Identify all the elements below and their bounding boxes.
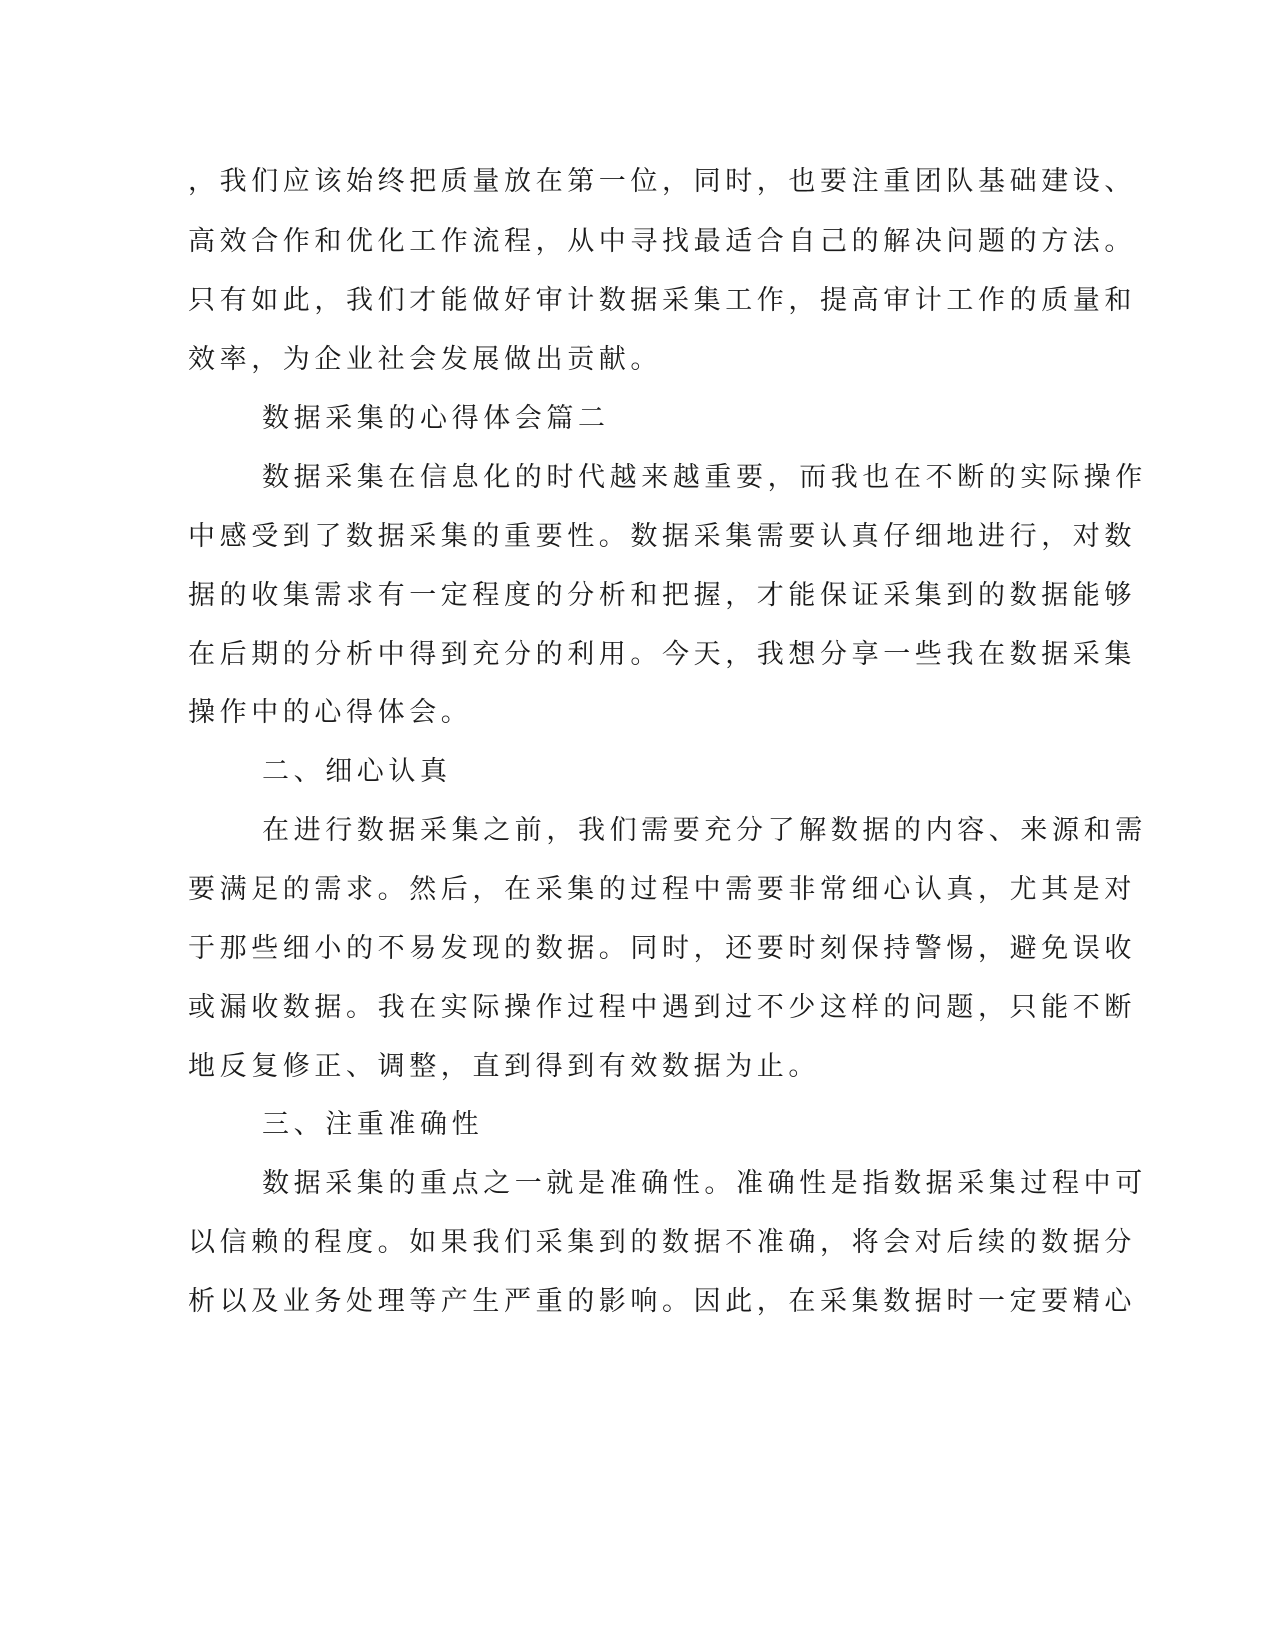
paragraph-line: ，我们应该始终把质量放在第一位，同时，也要注重团队基础建设、 — [188, 166, 1136, 197]
paragraph-line: 或漏收数据。我在实际操作过程中遇到过不少这样的问题，只能不断 — [188, 992, 1136, 1023]
paragraph-line: 在后期的分析中得到充分的利用。今天，我想分享一些我在数据采集 — [188, 639, 1136, 670]
paragraph-line: 中感受到了数据采集的重要性。数据采集需要认真仔细地进行，对数 — [188, 521, 1136, 552]
paragraph-line: 据的收集需求有一定程度的分析和把握，才能保证采集到的数据能够 — [188, 580, 1136, 611]
paragraph-line: 于那些细小的不易发现的数据。同时，还要时刻保持警惕，避免误收 — [188, 933, 1136, 964]
paragraph-line: 要满足的需求。然后，在采集的过程中需要非常细心认真，尤其是对 — [188, 874, 1136, 905]
paragraph-line: 操作中的心得体会。 — [188, 697, 473, 728]
paragraph-line: 以信赖的程度。如果我们采集到的数据不准确，将会对后续的数据分 — [188, 1227, 1136, 1258]
paragraph-line: 析以及业务处理等产生严重的影响。因此，在采集数据时一定要精心 — [188, 1286, 1136, 1317]
section-heading: 数据采集的心得体会篇二 — [262, 403, 610, 434]
subsection-heading: 三、注重准确性 — [262, 1109, 484, 1140]
subsection-heading: 二、细心认真 — [262, 756, 452, 787]
paragraph-line: 数据采集在信息化的时代越来越重要，而我也在不断的实际操作 — [262, 462, 1147, 493]
paragraph-line: 数据采集的重点之一就是准确性。准确性是指数据采集过程中可 — [262, 1168, 1147, 1199]
paragraph-line: 在进行数据采集之前，我们需要充分了解数据的内容、来源和需 — [262, 815, 1147, 846]
paragraph-line: 效率，为企业社会发展做出贡献。 — [188, 344, 662, 375]
paragraph-line: 地反复修正、调整，直到得到有效数据为止。 — [188, 1051, 820, 1082]
paragraph-line: 高效合作和优化工作流程，从中寻找最适合自己的解决问题的方法。 — [188, 226, 1136, 257]
paragraph-line: 只有如此，我们才能做好审计数据采集工作，提高审计工作的质量和 — [188, 285, 1136, 316]
